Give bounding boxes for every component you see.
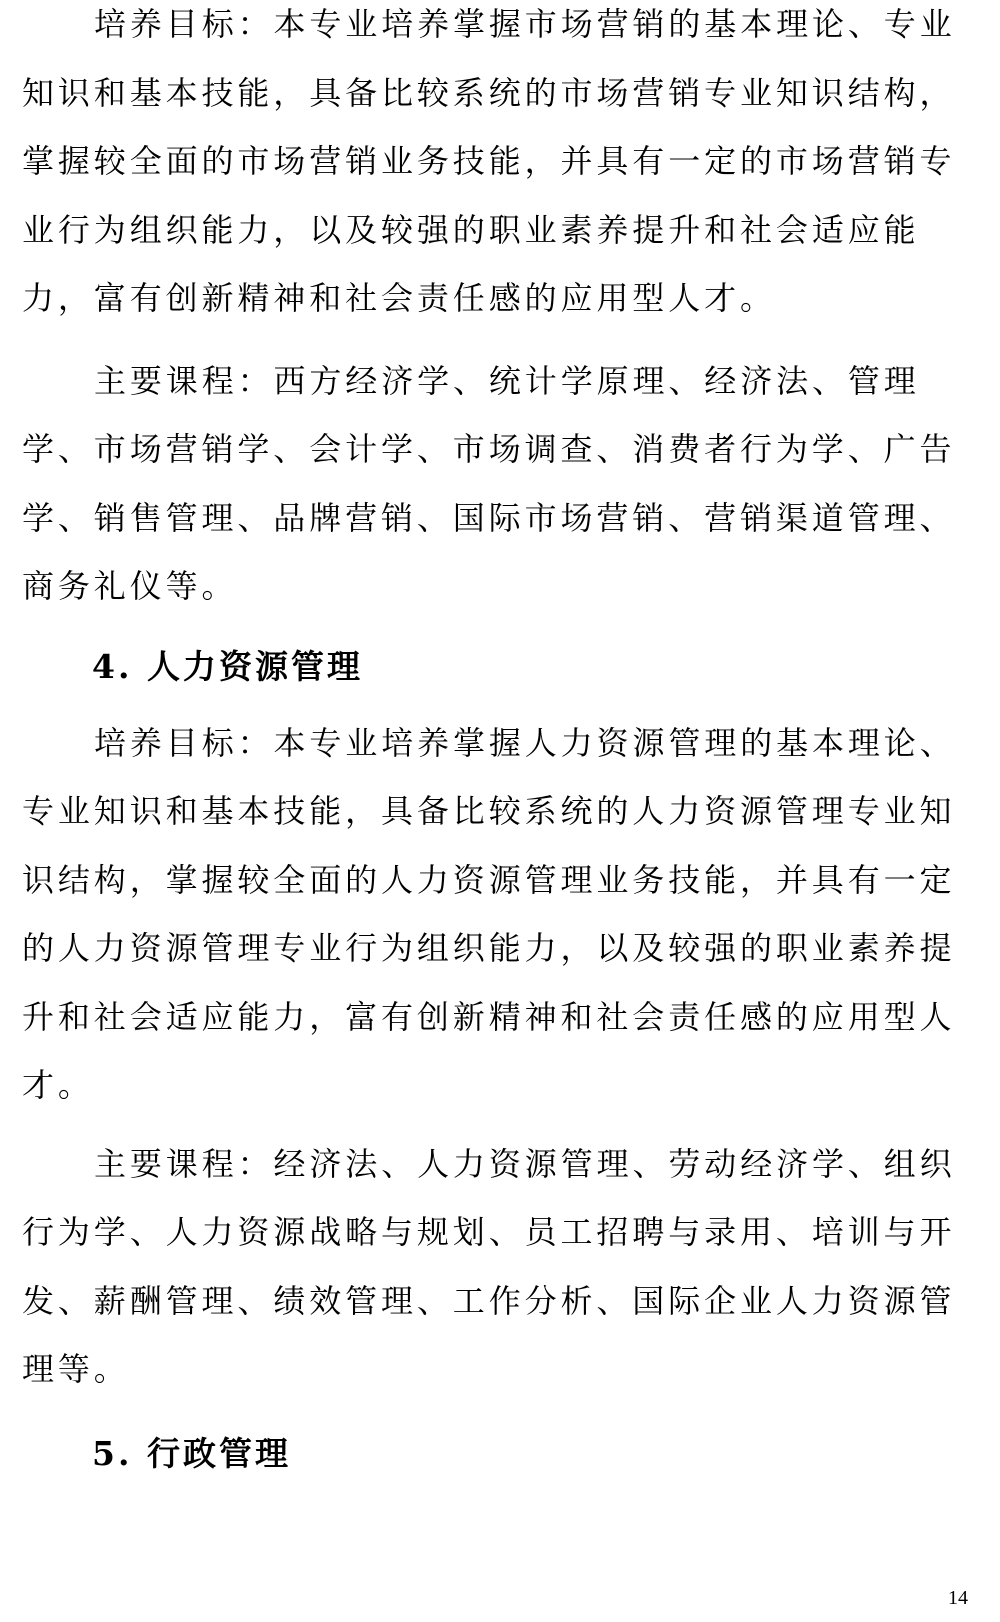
human-resources-main-courses-paragraph: 主要课程：经济法、人力资源管理、劳动经济学、组织行为学、人力资源战略与规划、员工招聘与录用、培训与开发、薪酬管理、绩效管理、工作分析、国际企业人力资源管理等。 [22,1144,956,1388]
page-number: 14 [948,1587,968,1609]
human-resources-management-heading: 4. 人力资源管理 [92,646,363,686]
document-body [22,0,962,1488]
administrative-management-heading: 5. 行政管理 [92,1433,291,1473]
marketing-training-goal-paragraph: 培养目标：本专业培养掌握市场营销的基本理论、专业知识和基本技能，具备比较系统的市场营销专业知识结构，掌握较全面的市场营销业务技能，并具有一定的市场营销专业行为组织能力，以及较强的职业素养提升和社会适应能力，富有创新精神和社会责任感的应用型人才。 [22,5,956,317]
marketing-main-courses-paragraph: 主要课程：西方经济学、统计学原理、经济法、管理学、市场营销学、会计学、市场调查、消费者行为学、广告学、销售管理、品牌营销、国际市场营销、营销渠道管理、商务礼仪等。 [22,361,956,605]
human-resources-training-goal-paragraph: 培养目标：本专业培养掌握人力资源管理的基本理论、专业知识和基本技能，具备比较系统的人力资源管理专业知识结构，掌握较全面的人力资源管理业务技能，并具有一定的人力资源管理专业行为组织能力，以及较强的职业素养提升和社会适应能力，富有创新精神和社会责任感的应用型人才。 [22,723,956,1104]
